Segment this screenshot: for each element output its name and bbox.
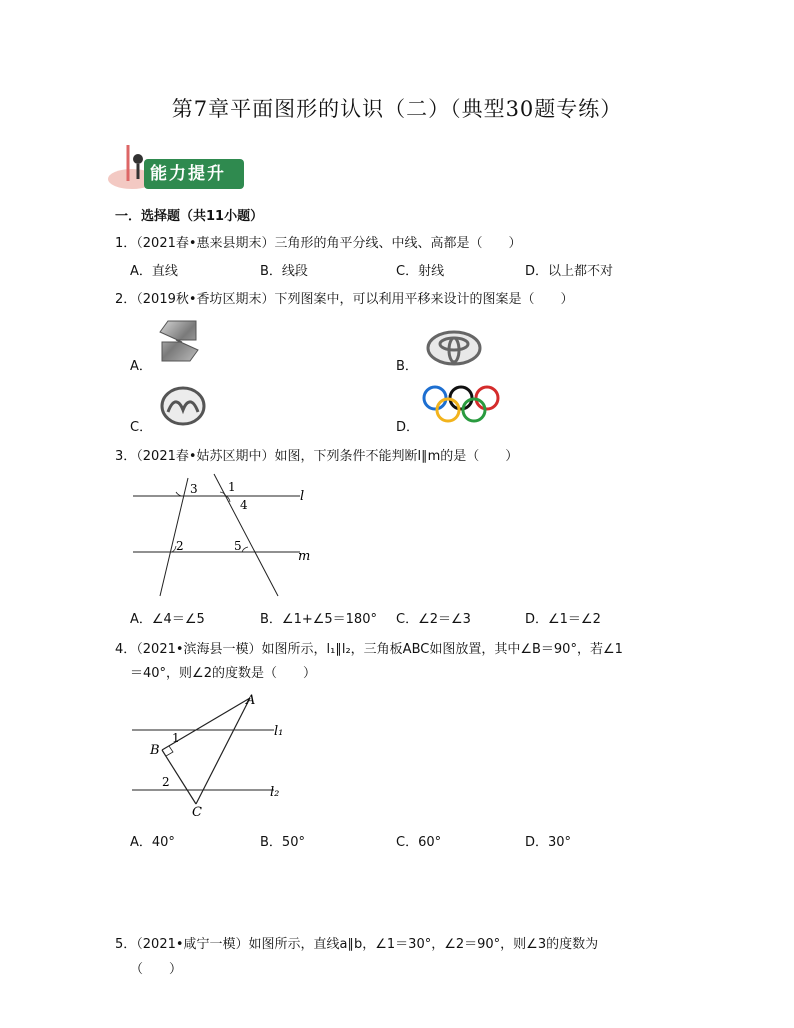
question-3-option-c: C．∠2＝∠3 — [396, 612, 471, 627]
label-3: 3 — [190, 482, 198, 496]
mazda-logo-icon — [160, 386, 206, 426]
question-5-text-line2: （ ） — [130, 962, 183, 977]
question-4-text-line1: 4．（2021•滨海县一模）如图所示，l₁∥l₂，三角板ABC如图放置，其中∠B＝90°，若∠1 — [115, 642, 623, 657]
question-1-text: 1．（2021春•惠来县期末）三角形的角平分线、中线、高都是（ ） — [115, 236, 522, 251]
question-3-text: 3．（2021春•姑苏区期中）如图，下列条件不能判断l∥m的是（ ） — [115, 449, 519, 464]
label-m: m — [298, 549, 311, 564]
question-1-option-c: C．射线 — [396, 264, 445, 279]
question-4-option-a: A．40° — [130, 835, 175, 850]
toyota-logo-icon — [426, 330, 482, 366]
section-heading: 一．选择题（共11小题） — [115, 209, 264, 224]
question-4-option-b: B．50° — [260, 835, 305, 850]
question-4-figure — [128, 688, 298, 820]
label-4: 4 — [240, 498, 248, 512]
question-1-option-d: D．以上都不对 — [525, 264, 614, 279]
label-A: A — [246, 693, 256, 708]
question-3-option-d: D．∠1＝∠2 — [525, 612, 601, 627]
question-4-text-line2: ＝40°，则∠2的度数是（ ） — [130, 666, 316, 681]
label-5: 5 — [234, 539, 242, 553]
label-l2: l₂ — [270, 785, 280, 800]
label-2: 2 — [176, 539, 184, 553]
question-4-option-c: C．60° — [396, 835, 442, 850]
label-angle-2: 2 — [162, 775, 170, 789]
question-3-option-b: B．∠1+∠5＝180° — [260, 612, 377, 627]
question-1-option-b: B．线段 — [260, 264, 308, 279]
olympic-rings-icon — [421, 384, 503, 426]
question-4-option-d: D．30° — [525, 835, 572, 850]
question-3-figure — [128, 472, 318, 600]
question-2-option-d: D． — [396, 420, 420, 435]
suzuki-logo-icon — [156, 318, 202, 364]
question-2-text: 2．（2019秋•香坊区期末）下列图案中，可以利用平移来设计的图案是（ ） — [115, 292, 574, 307]
question-2-option-b: B． — [396, 359, 418, 374]
question-2-option-c: C． — [130, 420, 153, 435]
question-1-option-a: A．直线 — [130, 264, 178, 279]
transversal-right — [214, 474, 278, 596]
page-title: 第7章平面图形的认识（二）（典型30题专练） — [171, 97, 623, 121]
question-2-option-a: A． — [130, 359, 152, 374]
label-1: 1 — [228, 480, 236, 494]
badge-figure-head — [133, 154, 143, 164]
question-3-option-a: A．∠4＝∠5 — [130, 612, 205, 627]
label-C: C — [192, 805, 202, 820]
question-5-text-line1: 5．（2021•咸宁一模）如图所示，直线a∥b，∠1＝30°，∠2＝90°，则∠3的度数为 — [115, 937, 599, 952]
label-B: B — [150, 743, 160, 758]
badge-label: 能力提升 — [150, 164, 226, 184]
label-l: l — [300, 489, 305, 504]
label-angle-1: 1 — [172, 731, 180, 745]
label-l1: l₁ — [274, 724, 284, 739]
